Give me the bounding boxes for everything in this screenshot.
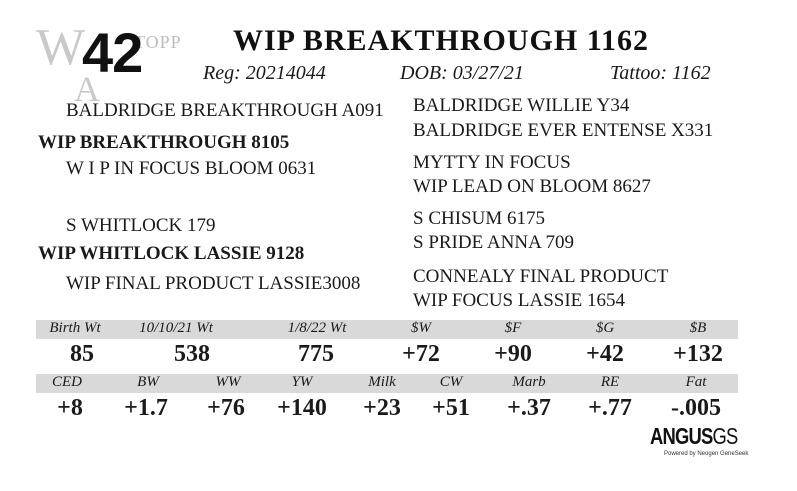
pedigree-sire: WIP BREAKTHROUGH 8105 xyxy=(38,132,290,153)
pedigree-dam-dam: WIP FINAL PRODUCT LASSIE3008 xyxy=(66,273,361,294)
pedigree-sds: MYTTY IN FOCUS xyxy=(413,152,571,173)
pedigree-dsd: S PRIDE ANNA 709 xyxy=(413,232,574,253)
row1-header: $F xyxy=(504,320,522,336)
row2-header: CW xyxy=(439,374,463,390)
row1-header: 10/10/21 Wt xyxy=(139,320,213,336)
logo-text: TOPP xyxy=(134,32,182,52)
animal-name: WIP BREAKTHROUGH 1162 xyxy=(233,24,650,57)
row1-header: Birth Wt xyxy=(49,320,101,336)
row2-value: +.77 xyxy=(588,395,632,421)
pedigree-dds: CONNEALY FINAL PRODUCT xyxy=(413,266,669,287)
row2-header: RE xyxy=(600,374,620,390)
row2-value: -.005 xyxy=(671,395,721,421)
lot-number: 42 xyxy=(82,21,143,84)
gs-logo-text: GS xyxy=(712,423,738,449)
row1-header: 1/8/22 Wt xyxy=(287,320,347,336)
powered-by-text: Powered by Neogen GeneSeek xyxy=(664,451,749,457)
row1-header: $W xyxy=(411,320,431,336)
reg-number: Reg: 20214044 xyxy=(203,62,326,84)
logo-w-letter: W xyxy=(36,19,86,76)
row2-value: +140 xyxy=(277,395,327,421)
row2-header: YW xyxy=(291,374,313,390)
row1-value: +72 xyxy=(402,341,440,367)
row1-value: 85 xyxy=(70,341,94,367)
pedigree-dam-sire: S WHITLOCK 179 xyxy=(66,215,216,236)
row1-header: $G xyxy=(595,320,615,336)
row2-value: +1.7 xyxy=(124,395,168,421)
row2-value: +.37 xyxy=(507,395,551,421)
row2-header: WW xyxy=(215,374,241,390)
row2-header: Fat xyxy=(685,374,707,390)
tattoo: Tattoo: 1162 xyxy=(610,62,711,84)
pedigree-sdd: WIP LEAD ON BLOOM 8627 xyxy=(413,176,651,197)
pedigree-ssd: BALDRIDGE EVER ENTENSE X331 xyxy=(413,120,714,141)
row1-value: +90 xyxy=(494,341,532,367)
pedigree-ddd: WIP FOCUS LASSIE 1654 xyxy=(413,290,626,311)
row2-value: +51 xyxy=(432,395,470,421)
row1-value: 775 xyxy=(298,341,334,367)
row2-header: Marb xyxy=(512,374,546,390)
row2-header: Milk xyxy=(368,374,396,390)
angus-logo-text: ANGUS xyxy=(650,423,713,449)
pedigree-sire-sire: BALDRIDGE BREAKTHROUGH A091 xyxy=(66,100,384,121)
pedigree-dss: S CHISUM 6175 xyxy=(413,208,545,229)
row1-header: $B xyxy=(689,320,707,336)
row1-value: +132 xyxy=(673,341,723,367)
angus-gs-logo xyxy=(650,423,737,450)
pedigree-dam: WIP WHITLOCK LASSIE 9128 xyxy=(38,243,305,264)
birth-date: DOB: 03/27/21 xyxy=(400,62,524,84)
row2-value: +76 xyxy=(207,395,245,421)
row1-value: 538 xyxy=(174,341,210,367)
row2-value: +8 xyxy=(57,395,83,421)
row1-value: +42 xyxy=(586,341,624,367)
row2-header: CED xyxy=(52,374,82,390)
row2-value: +23 xyxy=(363,395,401,421)
pedigree-sss: BALDRIDGE WILLIE Y34 xyxy=(413,95,630,116)
pedigree-sire-dam: W I P IN FOCUS BLOOM 0631 xyxy=(66,158,317,179)
logo-a-letter: A xyxy=(74,69,100,109)
row2-header: BW xyxy=(137,374,159,390)
